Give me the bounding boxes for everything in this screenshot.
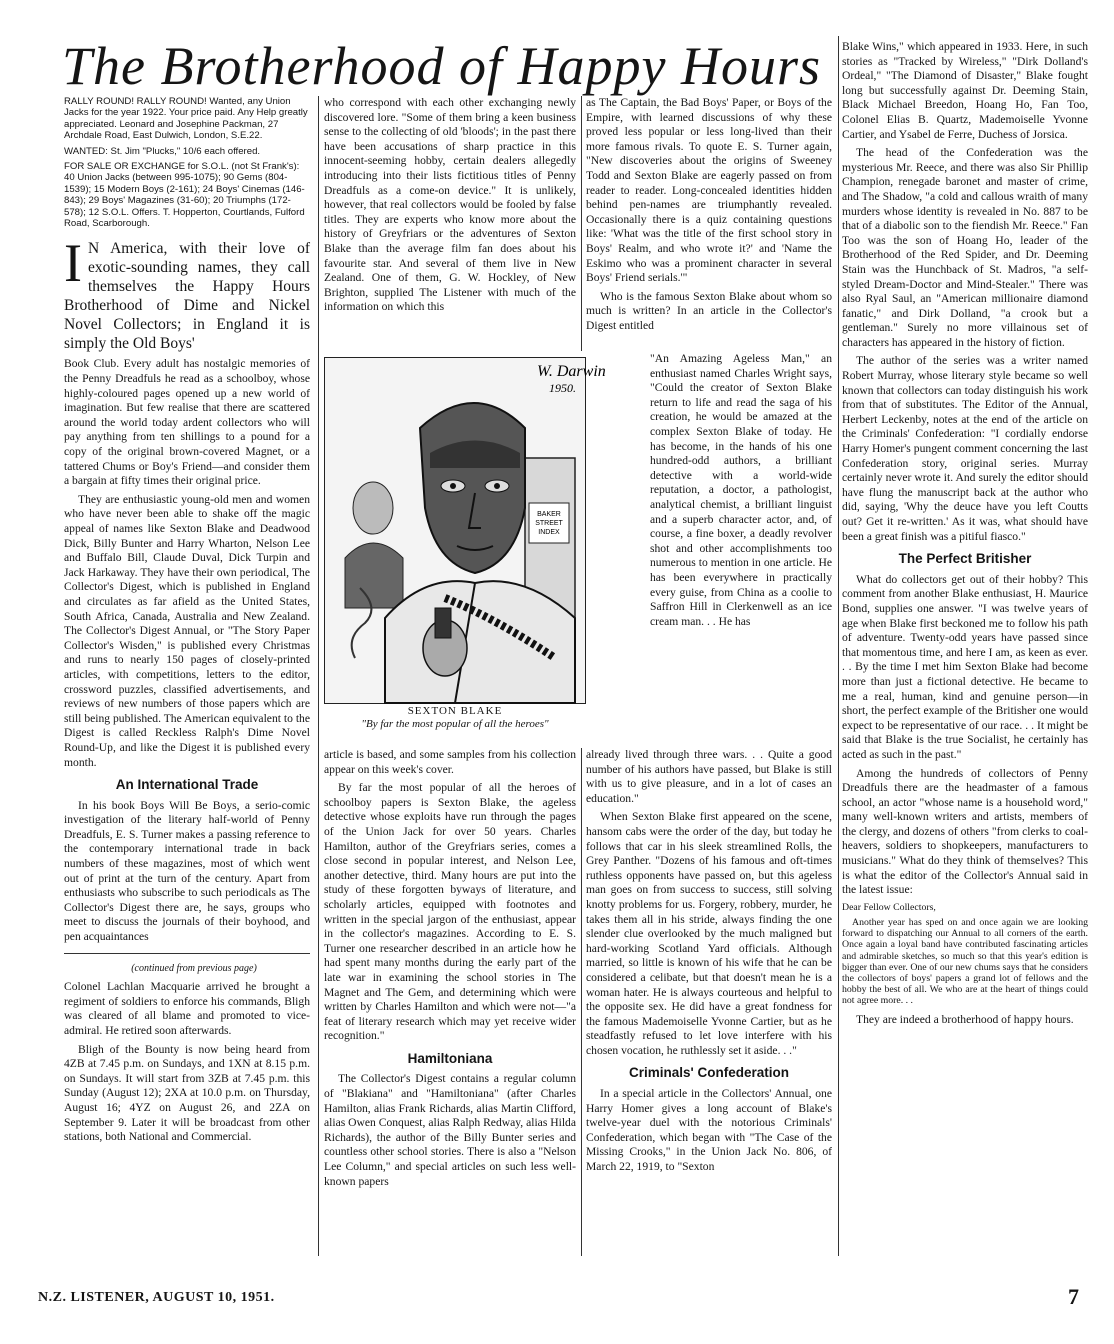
letter-body: Another year has sped on and once again we are looking forward to dispatching our Annual to all corners of the earth. Once again a loyal band have contributed fascinating articles and admirable sketches, so much so that this year's edition is bigger than ever. One of our new chums says that he considers the collectors of boys' papers a grand lot of fellows and the hobby the best of all. We who are at the heart of things could not agree more. . . xyxy=(842,917,1088,1007)
body-paragraph: Who is the famous Sexton Blake about whom so much is written? In an article in the Collector's Digest entitled xyxy=(586,289,832,332)
body-paragraph: The Collector's Digest contains a regular column of "Blakiana" and "Hamiltoniana" (after Charles Hamilton, alias Frank Richards, alias Martin Clifford, alias Owen Conquest, alias Ralph Redway, alias Hilda Richards), the author of the Billy Bunter series and countless other school stories. There is also a "Nelson Lee Column," and special articles on such less well-known papers xyxy=(324,1072,576,1188)
divider xyxy=(64,953,310,962)
editor-letter xyxy=(842,902,1088,1007)
classified-ad: WANTED: St. Jim "Plucks," 10/6 each offered. xyxy=(64,145,261,157)
svg-text:STREET: STREET xyxy=(535,520,563,527)
body-paragraph: Among the hundreds of collectors of Penny Dreadfuls there are the headmaster of a famous school, an actor "whose name is a household word," many well-known writers and artists, members of the clergy, and dozens of others "from clerks to coal-heavers, soldiers to shopkeepers, manufacturers to musicians." What do they think of themselves? This is what the editor of the Collector's Annual said in the latest issue: xyxy=(842,766,1088,897)
body-paragraph: What do collectors get out of their hobby? This comment from another Blake enthusiast, H. Maurice Bond, supplies one answer. "I was twelve years of age when Blake first beckoned me to follow his path of adventure. Twenty-odd years have passed since that momentous time, and here I am, as keen as ever. . . By the time I met him Sexton Blake had become more than just a fictional detective. He became to me a real, human, kind and genuine person—in short, the perfect example of the Britisher one would expect to be representative of our race. . . It might be said that Blake is the true Socialist, he certainly has acted as such in the past." xyxy=(842,572,1088,761)
continued-label: (continued from previous page) xyxy=(131,962,257,974)
column-3-narrow xyxy=(650,352,832,746)
column-3-top xyxy=(586,96,832,352)
sexton-blake-illustration xyxy=(324,357,606,704)
subheading: Hamiltoniana xyxy=(407,1050,493,1066)
body-paragraph: The head of the Confederation was the mysterious Mr. Reece, and there was also Sir Phillip Champion, renegade baronet and master of crime, and The Shadow, "a cold and callous wraith of many murders whose identity is revealed in No. 887 to be that of a diabolic son to the fiendish Mr. Reece." Fan Too was the son of Hoang Ho, leader of the Brotherhood of the Red Spider, and Dr. Deeming Stain was the Hunchback of St. Madros, "a self-styled Dream-Doctor and Mind-Stealer." There was also Ryal Saul, an "American millionaire diamond fanatic," and Dirk Dolland, "a crook but a gentleman." Surely no more villainous set of characters has appeared in the history of fiction. xyxy=(842,146,1088,349)
body-paragraph: In a special article in the Collectors' Annual, one Harry Homer gives a long account of Blake's twelve-year duel with the notorious Criminals' Confederation, which began with "The Case of the Missing Crooks," in the Union Jack No. 806, of March 22, 1919, to "Sexton xyxy=(586,1087,832,1174)
column-2-top xyxy=(324,96,576,348)
body-paragraph: In his book Boys Will Be Boys, a serio-comic investigation of the literary half-world of Penny Dreadfuls, E. S. Turner makes a passing reference to the contemporary international trade in back numbers of these magazines, most of which went out of print at the turn of the century. Apart from enthusiasts who subscribe to such periodicals as The Collector's Digest there are, he says, groups who meet to discuss the journals of their boyhood, and pen acquaintances xyxy=(64,798,310,944)
body-paragraph: Book Club. Every adult has nostalgic memories of the Penny Dreadfuls he read as a schoolboy, whose highly-coloured pages opened up a new world of imagination. But few realise that there are scattered around the world today ardent collectors who will pay anything from ten shillings to a pound for a copy of the original brown-covered Magnet, or a tattered Chums or Boy's Friend—and consider them a bargain at fifty times their original price. xyxy=(64,357,310,488)
column-rule xyxy=(318,96,319,1256)
classified-ad: RALLY ROUND! RALLY ROUND! Wanted, any Union Jacks for the year 1922. Your price paid. Any Help greatly appreciated. Leonard and Josephine Packman, 27 Archdale Road, East Dulwich, London, S.E.22. xyxy=(64,96,308,142)
book-label: BAKER xyxy=(537,511,561,518)
headline: The Brotherhood of Happy Hours xyxy=(62,36,821,96)
body-paragraph: who correspond with each other exchanging newly discovered lore. "Some of them bring a keen business sense to the collecting of old 'bloods'; in the past there have been accusations of sharp practice in this innocent-seeming hobby, certain dealers allegedly introducing into their lists fictitious titles of Penny Dreadfuls as a come-on device." It is unlikely, however, that real collectors would be fooled by false titles. They are experts who know more about the history of Greyfriars or the adventures of Sexton Blake than the average film fan does about his favourite star. And several of them live in New Zealand. One of them, G. W. Hockley, of New Brighton, supplied The Listener with much of the information on which this xyxy=(324,96,576,314)
body-paragraph: as The Captain, the Bad Boys' Paper, or Boys of the Empire, with learned discussions of why these proved less popular or less long-lived than their more famous rivals. To quote E. S. Turner again, "New discoveries about the origins of Sweeney Todd and Sexton Blake are eagerly passed on from reader to reader. Long-concealed identities hidden behind pen-names are triumphantly revealed. Occasionally there is a quiz containing questions like: 'What was the title of the first school story in Boys' Realm, and who wrote it?' and 'Name the Eskimo who was a prominent character in several Boys' Friend serials.'" xyxy=(586,96,832,285)
caption-quote: "By far the most popular of all the heroes" xyxy=(361,718,549,730)
illustration-drawing xyxy=(325,358,606,703)
body-paragraph: Bligh of the Bounty is now being heard from 4ZB at 7.45 p.m. on Sundays, and 1XN at 8.15 p.m. on Sundays. It will start from 3ZB at 7.45 p.m. this Sunday (August 12); 2XA at 10.0 p.m. on Thursday, August 16; 4YZ on August 26, and 2ZA on September 9. Later it will be broadcast from other stations, both National and Commercial. xyxy=(64,1042,310,1144)
column-1 xyxy=(64,96,310,1256)
body-paragraph: Colonel Lachlan Macquarie arrived he brought a regiment of soldiers to enforce his commands, Bligh was cleared of all blame and promoted to vice-admiral. He retired soon afterwards. xyxy=(64,980,310,1037)
subheading: An International Trade xyxy=(115,777,259,793)
body-paragraph: already lived through three wars. . . Quite a good number of his authors have passed, but Blake is still with us to give pleasure, and in a lot of cases an education." xyxy=(586,748,832,805)
classifieds xyxy=(64,96,310,229)
subheading: Criminals' Confederation xyxy=(629,1065,789,1081)
column-4 xyxy=(842,40,1088,1256)
svg-text:INDEX: INDEX xyxy=(538,529,560,536)
body-paragraph: The author of the series was a writer named Robert Murray, whose literary style became so well known that collectors can today distinguish his work from that of substitutes. The Editor of the Annual, Herbert Leckenby, notes at the end of the article on the Criminals' Confederation: "I cordially endorse Harry Homer's pungent comment concerning the last Confederation story, original series. Murray certainly never wrote it. And surely the editor should have flung the manuscript back at the author who did, saying, 'Why the deuce have you left Coutts out? Get it re-written.' As it was, what should have been a great finish was a pitiful fiasco." xyxy=(842,354,1088,543)
body-paragraph: By far the most popular of all the heroes of schoolboy papers is Sexton Blake, the ageless detective whose exploits have run through the pages of the Union Jack for over 50 years. Charles Hamilton, author of the Greyfriars series, comes a close second in popular interest, and Nelson Lee, another detective, third. Many hours are put into the study of these forgotten byways of literature, and scholarly articles, equipped with footnotes and written in the special jargon of the enthusiast, appear in the collector's magazines. According to E. S. Turner one researcher described in an article how he had spent many months during the early part of the late war in examining the school stories in The Magnet and The Gem, and determining which were written by Charles Hamilton and which were not—"a feat of literary research which may yet receive wider recognition." xyxy=(324,781,576,1043)
caption-title: SEXTON BLAKE xyxy=(407,705,503,717)
lead-paragraph xyxy=(64,233,310,353)
column-2-bottom xyxy=(324,748,576,1256)
body-paragraph: "An Amazing Ageless Man," an enthusiast named Charles Wright says, "Could the creator of Sexton Blake return to life and read the saga of his creation, he would be amazed at the complex Sexton Blake of today. He has become, in the hands of his one hundred-odd authors, a brilliant detective with a world-wide reputation, a doctor, a pathologist, analytical chemist, a brilliant linguist and a superb character actor, and, of course, a fine boxer, a deadly revolver shot and other accomplishments too numerous to mention in one article. He has been everywhere in practically every guise, from China as a coolie to Saffron Hill in Clerkenwell as an ice cream man. . . He has xyxy=(650,352,832,628)
letter-salutation: Dear Fellow Collectors, xyxy=(842,901,936,913)
column-rule xyxy=(581,748,582,1256)
body-paragraph: When Sexton Blake first appeared on the scene, hansom cabs were the order of the day, but today he follows that car in his sleek streamlined Rolls, the Grey Panther. "Dozens of his famous and oft-times ruthless opponents have passed on, but this ageless man goes on from success to success, still solving knotty problems for us. Forgery, robbery, murder, he takes them all in his stride, always finding the one slender clue overlooked by the much maligned but hard-working Scotland Yard officials. Although married, so little is known of his wife that he can be considered a celibate, but that doesn't mean he is a woman hater. He is always courteous and helpful to the opposite sex. He did have a great fondness for the famous Mademoiselle Yvonne Cartier, but as he steadfastly refused to let love interfere with his chosen vocation, he ruthlessly set it aside. . ." xyxy=(586,810,832,1057)
body-paragraph: They are enthusiastic young-old men and women who have never been able to shake off the magic appeal of names like Sexton Blake and Deadwood Dick, Billy Bunter and Harry Wharton, Nelson Lee and Buffalo Bill, Claude Duval, Dick Turpin and Jack Harkaway. They have their own periodical, The Collector's Digest, which is published in England and circulates as far afield as the United States, South Africa, Canada, Australia and New Zealand. The Collector's Digest Annual, or "The Story Paper Collector's Wisden," is published every Christmas and runs to nearly 150 pages of closely-printed articles, with competitions, letters to the editor, crossword puzzles, classified advertisements, and reviews of new numbers of those papers which are still being published. The American equivalent to the Digest is called Reckless Ralph's Dime Novel Round-Up, and like the Digest it is published every month. xyxy=(64,492,310,769)
column-3-bottom xyxy=(586,748,832,1256)
illustration-caption xyxy=(324,705,586,731)
svg-text:1950.: 1950. xyxy=(549,381,576,395)
column-rule xyxy=(581,96,582,351)
classified-ad: FOR SALE OR EXCHANGE for S.O.L. (not St Frank's): 40 Union Jacks (between 995-1075); 90 Gems (804-1539); 15 Modern Boys (2-161); 24 Boys' Cinemas (146-843); 29 Boys' Magazines (31-60); 20 Triumphs (172-578); 12 S.O.L. Offers. T. Hopperton, Courtlands, Fulford Road, Scarborough. xyxy=(64,161,305,230)
subheading: The Perfect Britisher xyxy=(898,551,1032,567)
body-paragraph: They are indeed a brotherhood of happy hours. xyxy=(856,1012,1074,1026)
body-paragraph: Blake Wins," which appeared in 1933. Here, in such stories as "Tracked by Wireless," "Dirk Dolland's Ordeal," "The Diamond of Disaster," Blake fought long but successfully against Dr. Deeming Stain, Black Michael Breedon, Hoang Ho, Fan Too, Colonel Elias B. Quartz, Mademoiselle Yvonne Cartier, and Ysabel de Ferre, Duchess of Jorsica. xyxy=(842,40,1088,141)
drop-cap: I xyxy=(64,233,82,294)
column-rule xyxy=(838,36,839,1256)
body-paragraph: article is based, and some samples from his collection appear on this week's cover. xyxy=(324,748,576,776)
masthead-footer: N.Z. LISTENER, AUGUST 10, 1951. xyxy=(38,1290,275,1305)
lead-text: N America, with their love of exotic-sounding names, they call themselves the Happy Hours Brotherhood of Dime and Nickel Novel Collectors; in England it is simply the Old Boys' xyxy=(64,240,310,353)
signature: W. Darwin xyxy=(537,363,606,380)
page-number: 7 xyxy=(1068,1284,1079,1309)
